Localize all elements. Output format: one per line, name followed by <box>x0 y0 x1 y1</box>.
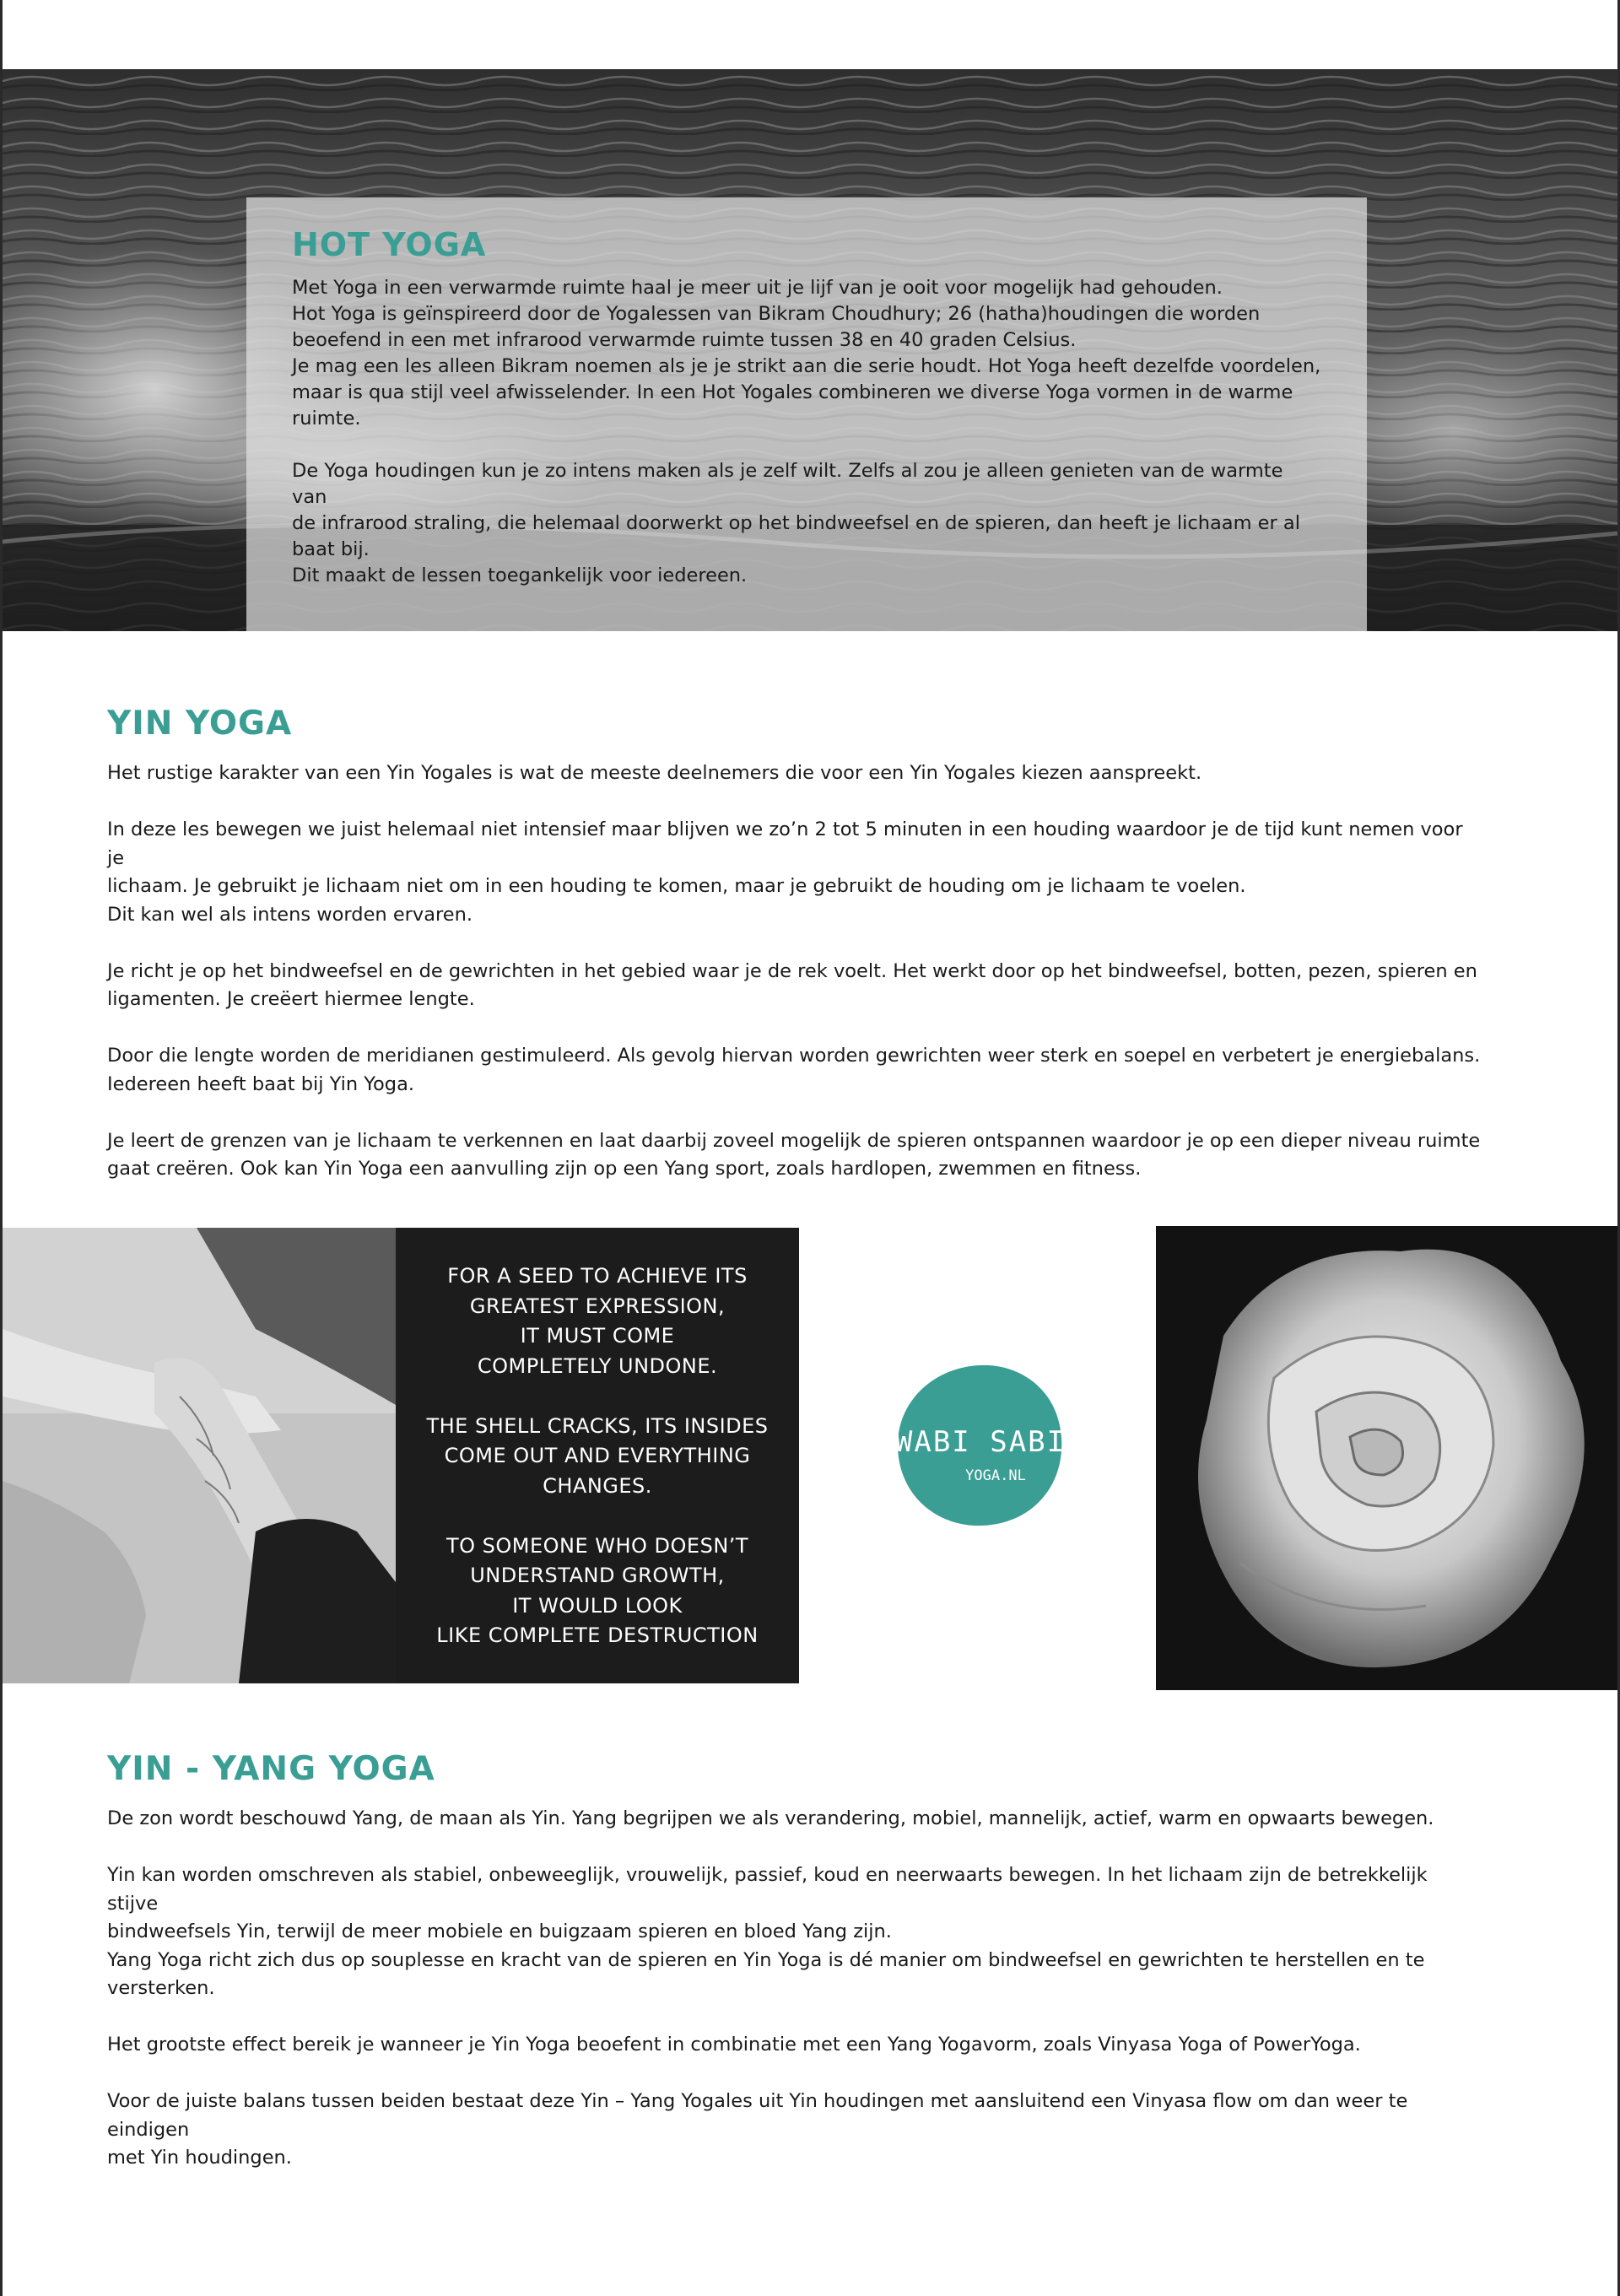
quote-box <box>396 1228 799 1683</box>
yin-yoga-line: ligamenten. Je creëert hiermee lengte. <box>107 988 475 1010</box>
hot-yoga-line: maar is qua stijl veel afwisselender. In een Hot Yogales combineren we diverse Yoga vormen in de warme <box>292 381 1293 403</box>
quote-line: IT MUST COME <box>520 1324 675 1348</box>
rose-illustration <box>1156 1226 1617 1690</box>
yin-yang-line: bindweefsels Yin, terwijl de meer mobiele en buigzaam spieren en bloed Yang zijn. <box>107 1921 892 1942</box>
yin-yang-line: Yin kan worden omschreven als stabiel, onbeweeglijk, vrouwelijk, passief, koud en neerwaarts bewegen. In het lichaam zijn de betrekkelijk stijve <box>107 1864 1428 1915</box>
yin-yoga-line: Iedereen heeft baat bij Yin Yoga. <box>107 1072 415 1095</box>
hands-illustration <box>3 1228 396 1683</box>
hot-yoga-line: beoefend in een met infrarood verwarmde ruimte tussen 38 en 40 graden Celsius. <box>292 329 1077 351</box>
yin-yoga-line: Het rustige karakter van een Yin Yogales is wat de meeste deelnemers die voor een Yin Yogales kiezen aanspreekt. <box>107 762 1202 784</box>
wabi-sabi-logo[interactable] <box>893 1360 1068 1529</box>
quote-line: UNDERSTAND GROWTH, <box>470 1564 725 1587</box>
yin-yoga-line: In deze les bewegen we juist helemaal niet intensief maar blijven we zo’n 2 tot 5 minuten in een houding waardoor je de tijd kunt nemen voor je <box>107 818 1463 869</box>
yin-yang-line: met Yin houdingen. <box>107 2147 292 2169</box>
hot-yoga-line: De Yoga houdingen kun je zo intens maken als je zelf wilt. Zelfs al zou je alleen genieten van de warmte van <box>292 460 1283 508</box>
rose-photo <box>1156 1226 1617 1690</box>
quote-line: COME OUT AND EVERYTHING <box>444 1444 751 1467</box>
paragraph-gap <box>107 788 1482 817</box>
hot-yoga-panel <box>246 197 1367 631</box>
quote-line: IT WOULD LOOK <box>512 1593 683 1618</box>
yin-yoga-line: Je leert de grenzen van je lichaam te verkennen en laat daarbij zoveel mogelijk de spieren ontspannen waardoor je op een dieper niveau ruimte <box>107 1129 1481 1152</box>
paragraph-gap <box>107 1014 1482 1043</box>
yin-yoga-line: Door die lengte worden de meridianen gestimuleerd. Als gevolg hiervan worden gewrichten weer sterk en soepel en verbetert je energiebalans. <box>107 1045 1481 1067</box>
hands-photo <box>3 1228 396 1683</box>
paragraph-gap <box>107 2060 1482 2088</box>
yin-yoga-line: Dit kan wel als intens worden ervaren. <box>107 903 473 926</box>
yin-yoga-line: lichaam. Je gebruikt je lichaam niet om in een houding te komen, maar je gebruikt de houding om je lichaam te voelen. <box>107 875 1246 897</box>
quote-gap <box>396 1501 799 1532</box>
yin-yoga-section <box>107 704 1482 1184</box>
yin-yang-line: Voor de juiste balans tussen beiden bestaat deze Yin – Yang Yogales uit Yin houdingen met aansluitend een Vinyasa flow om dan weer te eindigen <box>107 2090 1408 2141</box>
yin-yang-line: De zon wordt beschouwd Yang, de maan als Yin. Yang begrijpen we als verandering, mobiel, mannelijk, actief, warm en opwaarts bewegen. <box>107 1807 1434 1829</box>
yin-yang-yoga-section <box>107 1749 1482 2173</box>
paragraph-gap <box>107 1834 1482 1862</box>
quote-line: THE SHELL CRACKS, ITS INSIDES <box>426 1413 769 1438</box>
hot-yoga-line: Dit maakt de lessen toegankelijk voor iedereen. <box>292 565 748 586</box>
yin-yang-line: Het grootste effect bereik je wanneer je Yin Yoga beoefent in combinatie met een Yang Yogavorm, zoals Vinyasa Yoga of PowerYoga. <box>107 2034 1361 2056</box>
yin-yang-line: versterken. <box>107 1977 215 1999</box>
hot-yoga-line: Met Yoga in een verwarmde ruimte haal je meer uit je lijf van je ooit voor mogelijk had gehouden. <box>292 277 1223 299</box>
quote-line: CHANGES. <box>543 1473 652 1498</box>
logo-subtext: YOGA.NL <box>965 1467 1026 1484</box>
paragraph-gap <box>107 2003 1482 2032</box>
yin-yang-yoga-title: YIN - YANG YOGA <box>107 1750 435 1788</box>
hot-yoga-title: HOT YOGA <box>292 226 487 263</box>
hot-yoga-line: baat bij. <box>292 538 370 560</box>
yin-yoga-line: Je richt je op het bindweefsel en de gewrichten in het gebied waar je de rek voelt. Het werkt door op het bindweefsel, botten, pezen, spieren en <box>107 959 1477 982</box>
hot-yoga-line: ruimte. <box>292 408 361 429</box>
quote-line: GREATEST EXPRESSION, <box>469 1294 726 1318</box>
paragraph-gap <box>107 1099 1482 1127</box>
yin-yoga-line: gaat creëren. Ook kan Yin Yoga een aanvulling zijn op een Yang sport, zoals hardlopen, zwemmen en fitness. <box>107 1158 1142 1180</box>
yin-yang-line: Yang Yoga richt zich dus op souplesse en kracht van de spieren en Yin Yoga is dé manier om bindweefsel en gewrichten te herstellen en te <box>107 1948 1425 1971</box>
logo-text: WABI SABI <box>894 1425 1066 1459</box>
paragraph-gap <box>292 432 1323 458</box>
quote-line: COMPLETELY UNDONE. <box>477 1353 718 1378</box>
page-top-margin <box>0 0 1620 68</box>
quote-line: LIKE COMPLETE DESTRUCTION <box>436 1623 759 1647</box>
yin-yoga-title: YIN YOGA <box>107 705 293 743</box>
quote-line: TO SOMEONE WHO DOESN’T <box>446 1533 749 1558</box>
hot-yoga-line: de infrarood straling, die helemaal doorwerkt op het bindweefsel en de spieren, dan heeft je lichaam er al <box>292 512 1300 534</box>
quote-line: FOR A SEED TO ACHIEVE ITS <box>447 1264 748 1288</box>
hero-ocean-image <box>3 69 1617 631</box>
hot-yoga-line: Hot Yoga is geïnspireerd door de Yogalessen van Bikram Choudhury; 26 (hatha)houdingen die worden <box>292 303 1261 325</box>
logo-circle-icon <box>893 1360 1068 1529</box>
paragraph-gap <box>107 929 1482 958</box>
quote-gap <box>396 1381 799 1412</box>
hot-yoga-line: Je mag een les alleen Bikram noemen als je je strikt aan die serie houdt. Hot Yoga heeft dezelfde voordelen, <box>292 355 1321 377</box>
